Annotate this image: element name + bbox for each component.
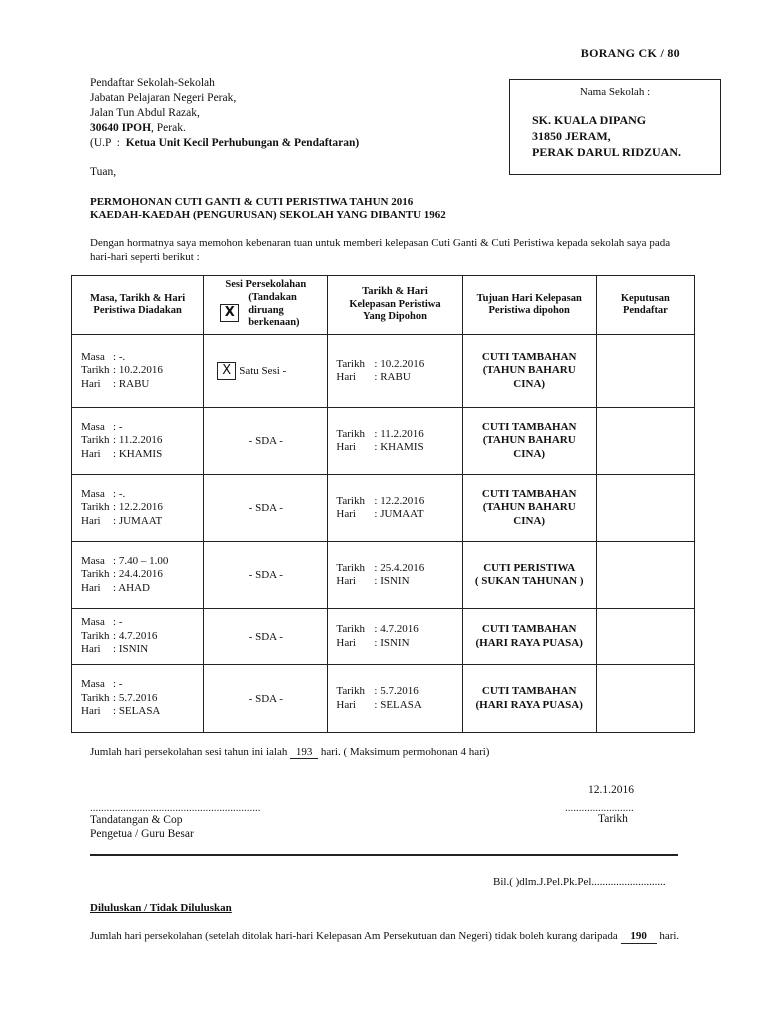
- signature-line[interactable]: ..............................................................: [90, 802, 261, 814]
- leave-cell: Tarikh : 11.2.2016 Hari : KHAMIS: [328, 408, 462, 475]
- school-days-total: [90, 746, 489, 759]
- minimum-days-text: Jumlah hari persekolahan (setelah ditolak hari-hari Kelepasan Am Persekutuan dan Negeri) tidak boleh kurang daripada: [90, 930, 618, 942]
- address-line-5: [90, 136, 359, 151]
- salutation: Tuan,: [90, 166, 117, 178]
- session-cell: - SDA -: [204, 542, 328, 609]
- event-cell: Masa : -. Tarikh : 12.2.2016 Hari : JUMAAT: [72, 475, 204, 542]
- decision-cell[interactable]: [596, 542, 694, 609]
- session-checkbox[interactable]: X: [217, 362, 236, 380]
- date-line[interactable]: .........................: [565, 802, 634, 814]
- table-row: [72, 665, 695, 733]
- table-row: [72, 475, 695, 542]
- minimum-days-note: [90, 930, 690, 944]
- session-cell: - SDA -: [204, 609, 328, 665]
- table-row: [72, 609, 695, 665]
- header-session: [204, 276, 328, 335]
- signing-date: 12.1.2016: [588, 784, 634, 796]
- address-line-2: Jabatan Pelajaran Negeri Perak,: [90, 92, 237, 104]
- address-line-4: [90, 121, 359, 136]
- school-label: Nama Sekolah :: [579, 86, 651, 98]
- approval-status[interactable]: Diluluskan / Tidak Diluluskan: [90, 902, 232, 914]
- attention-unit: Ketua Unit Kecil Perhubungan & Pendaftaran): [125, 137, 360, 149]
- minimum-days-tail: hari.: [659, 930, 680, 942]
- event-cell: Masa : - Tarikh : 11.2.2016 Hari : KHAMIS: [72, 408, 204, 475]
- purpose-cell: CUTI TAMBAHAN (TAHUN BAHARU CINA): [462, 475, 596, 542]
- school-name: [532, 112, 681, 160]
- leave-cell: Tarikh : 4.7.2016 Hari : ISNIN: [328, 609, 462, 665]
- recipient-address: [90, 76, 359, 151]
- minimum-days-value: 190: [621, 930, 657, 944]
- table-row: [72, 335, 695, 408]
- event-cell: Masa : 7.40 – 1.00 Tarikh : 24.4.2016 Hari : AHAD: [72, 542, 204, 609]
- header-event-date: Masa, Tarikh & Hari Peristiwa Diadakan: [72, 276, 204, 335]
- table-header-row: [72, 276, 695, 335]
- purpose-cell: CUTI TAMBAHAN (HARI RAYA PUASA): [462, 609, 596, 665]
- header-decision: Keputusan Pendaftar: [596, 276, 694, 335]
- leave-table: [71, 275, 695, 733]
- session-cell: - SDA -: [204, 475, 328, 542]
- reference-number[interactable]: Bil.( )dlm.J.Pel.Pk.Pel...........................: [493, 876, 666, 888]
- signature-label: Tandatangan & Cop: [90, 814, 183, 826]
- school-name-box: [509, 79, 721, 175]
- decision-cell[interactable]: [596, 408, 694, 475]
- address-line-1: Pendaftar Sekolah-Sekolah: [90, 77, 215, 89]
- attention-prefix: (U.P :: [90, 137, 126, 149]
- subject: [90, 196, 446, 222]
- event-cell: Masa : - Tarikh : 4.7.2016 Hari : ISNIN: [72, 609, 204, 665]
- state: , Perak.: [151, 122, 186, 134]
- table-row: [72, 542, 695, 609]
- leave-cell: Tarikh : 10.2.2016 Hari : RABU: [328, 335, 462, 408]
- header-mark-box: X: [220, 304, 239, 322]
- leave-cell: Tarikh : 5.7.2016 Hari : SELASA: [328, 665, 462, 733]
- decision-cell[interactable]: [596, 335, 694, 408]
- event-cell: Masa : -. Tarikh : 10.2.2016 Hari : RABU: [72, 335, 204, 408]
- header-leave-date: Tarikh & Hari Kelepasan Peristiwa Yang Dipohon: [328, 276, 462, 335]
- signature-block: [90, 813, 194, 841]
- intro-paragraph: Dengan hormatnya saya memohon kebenaran tuan untuk memberi kelepasan Cuti Ganti & Cuti Peristiwa kepada sekolah saya pada hari-hari seperti berikut :: [90, 237, 671, 263]
- postcode-city: 30640 IPOH: [90, 122, 152, 134]
- school-days-suffix: hari. ( Maksimum permohonan 4 hari): [320, 746, 490, 758]
- header-session-title: Sesi Persekolahan: [225, 279, 307, 290]
- session-cell: [204, 335, 328, 408]
- session-label: Satu Sesi -: [239, 364, 287, 377]
- signatory-title: Pengetua / Guru Besar: [90, 828, 194, 840]
- purpose-cell: CUTI TAMBAHAN (HARI RAYA PUASA): [462, 665, 596, 733]
- subject-line-2: KAEDAH-KAEDAH (PENGURUSAN) SEKOLAH YANG DIBANTU 1962: [90, 209, 446, 221]
- header-session-note: (Tandakan diruang berkenaan): [248, 292, 300, 328]
- form-code: BORANG CK / 80: [580, 46, 680, 60]
- session-cell: - SDA -: [204, 665, 328, 733]
- event-cell: Masa : - Tarikh : 5.7.2016 Hari : SELASA: [72, 665, 204, 733]
- school-line-2: 31850 JERAM,: [532, 129, 611, 143]
- purpose-cell: CUTI TAMBAHAN (TAHUN BAHARU CINA): [462, 335, 596, 408]
- purpose-cell: CUTI TAMBAHAN (TAHUN BAHARU CINA): [462, 408, 596, 475]
- decision-cell[interactable]: [596, 665, 694, 733]
- decision-cell[interactable]: [596, 609, 694, 665]
- header-purpose: Tujuan Hari Kelepasan Peristiwa dipohon: [462, 276, 596, 335]
- leave-cell: Tarikh : 25.4.2016 Hari : ISNIN: [328, 542, 462, 609]
- purpose-cell: CUTI PERISTIWA ( SUKAN TAHUNAN ): [462, 542, 596, 609]
- subject-line-1: PERMOHONAN CUTI GANTI & CUTI PERISTIWA TAHUN 2016: [90, 196, 414, 208]
- table-row: [72, 408, 695, 475]
- decision-cell[interactable]: [596, 475, 694, 542]
- session-cell: - SDA -: [204, 408, 328, 475]
- school-days-value[interactable]: 193: [290, 746, 318, 759]
- school-line-1: SK. KUALA DIPANG: [532, 113, 647, 127]
- address-line-3: Jalan Tun Abdul Razak,: [90, 107, 200, 119]
- date-label: Tarikh: [598, 813, 628, 825]
- leave-cell: Tarikh : 12.2.2016 Hari : JUMAAT: [328, 475, 462, 542]
- section-divider: [90, 854, 678, 856]
- school-line-3: PERAK DARUL RIDZUAN.: [532, 145, 682, 159]
- school-days-prefix: Jumlah hari persekolahan sesi tahun ini ialah: [90, 746, 288, 758]
